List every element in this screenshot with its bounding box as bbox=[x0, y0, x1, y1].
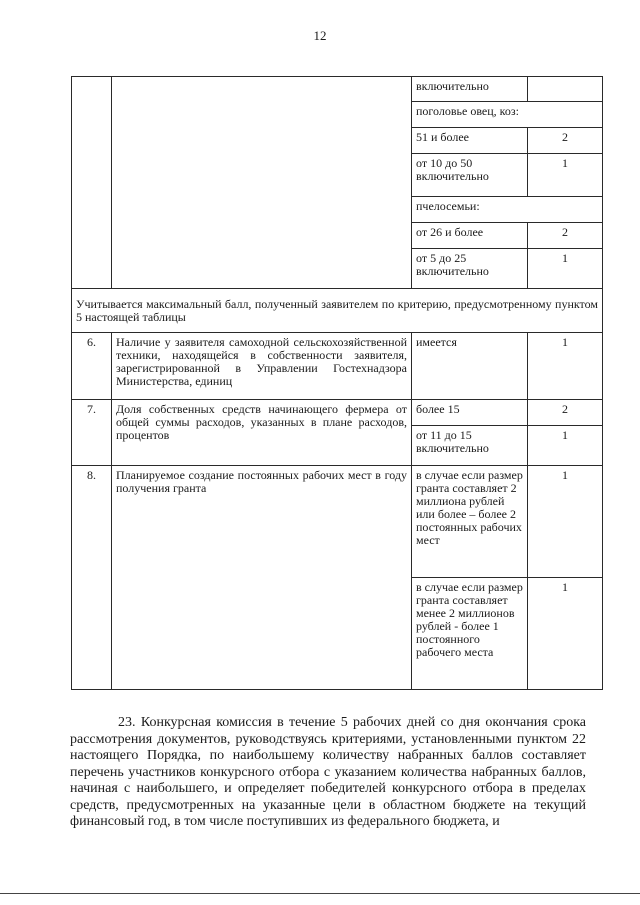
option-group-header: поголовье овец, коз: bbox=[412, 102, 603, 128]
row-number: 8. bbox=[72, 466, 112, 690]
option-cell: в случае если размер гранта составляет 2 миллиона рублей или более – более 2 постоянных рабочих мест bbox=[412, 466, 528, 578]
option-cell: включительно bbox=[412, 77, 528, 102]
score-cell bbox=[528, 77, 603, 102]
page-bottom-rule bbox=[0, 893, 640, 894]
option-cell: от 10 до 50 включительно bbox=[412, 154, 528, 197]
table-note: Учитывается максимальный балл, полученный заявителем по критерию, предусмотренному пунктом 5 настоящей таблицы bbox=[72, 289, 603, 333]
option-cell: от 26 и более bbox=[412, 223, 528, 249]
table-note-row bbox=[72, 289, 603, 333]
criterion-text: Наличие у заявителя самоходной сельскохозяйственной техники, находящейся в собственности заявителя, зарегистрированной в Управлении Гостехнадзора Министерства, единиц bbox=[112, 333, 412, 400]
row-number: 6. bbox=[72, 333, 112, 400]
criterion-cell bbox=[112, 77, 412, 289]
score-cell: 1 bbox=[528, 426, 603, 466]
option-cell: более 15 bbox=[412, 400, 528, 426]
num-cell bbox=[72, 77, 112, 289]
criterion-text: Доля собственных средств начинающего фермера от общей суммы расходов, указанных в плане расходов, процентов bbox=[112, 400, 412, 466]
score-cell: 1 bbox=[528, 154, 603, 197]
score-cell: 2 bbox=[528, 128, 603, 154]
criterion-text: Планируемое создание постоянных рабочих мест в году получения гранта bbox=[112, 466, 412, 690]
paragraph-23: 23. Конкурсная комиссия в течение 5 рабочих дней со дня окончания срока рассмотрения документов, руководствуясь критериями, установленными пунктом 22 настоящего Порядка, по наибольшему количеству набранных баллов составляет перечень участников конкурсного отбора с указанием количества набранных баллов, начиная с наибольшего, и определяет победителей конкурсного отбора в пределах средств, предусмотренных на указанные цели в областном бюджете на текущий финансовый год, в том числе поступивших из федерального бюджета, и bbox=[70, 715, 586, 829]
table-row bbox=[72, 333, 603, 400]
option-cell: от 5 до 25 включительно bbox=[412, 249, 528, 289]
criteria-table bbox=[71, 76, 603, 690]
score-cell: 1 bbox=[528, 249, 603, 289]
score-cell: 1 bbox=[528, 333, 603, 400]
option-cell: имеется bbox=[412, 333, 528, 400]
row-number: 7. bbox=[72, 400, 112, 466]
table-row bbox=[72, 466, 603, 578]
score-cell: 2 bbox=[528, 400, 603, 426]
score-cell: 1 bbox=[528, 578, 603, 690]
table-row bbox=[72, 400, 603, 426]
score-cell: 1 bbox=[528, 466, 603, 578]
page-number: 12 bbox=[313, 28, 327, 43]
option-cell: в случае если размер гранта составляет менее 2 миллионов рублей - более 1 постоянного рабочего места bbox=[412, 578, 528, 690]
score-cell: 2 bbox=[528, 223, 603, 249]
option-cell: 51 и более bbox=[412, 128, 528, 154]
table-row bbox=[72, 77, 603, 102]
option-group-header: пчелосемьи: bbox=[412, 197, 603, 223]
option-cell: от 11 до 15 включительно bbox=[412, 426, 528, 466]
